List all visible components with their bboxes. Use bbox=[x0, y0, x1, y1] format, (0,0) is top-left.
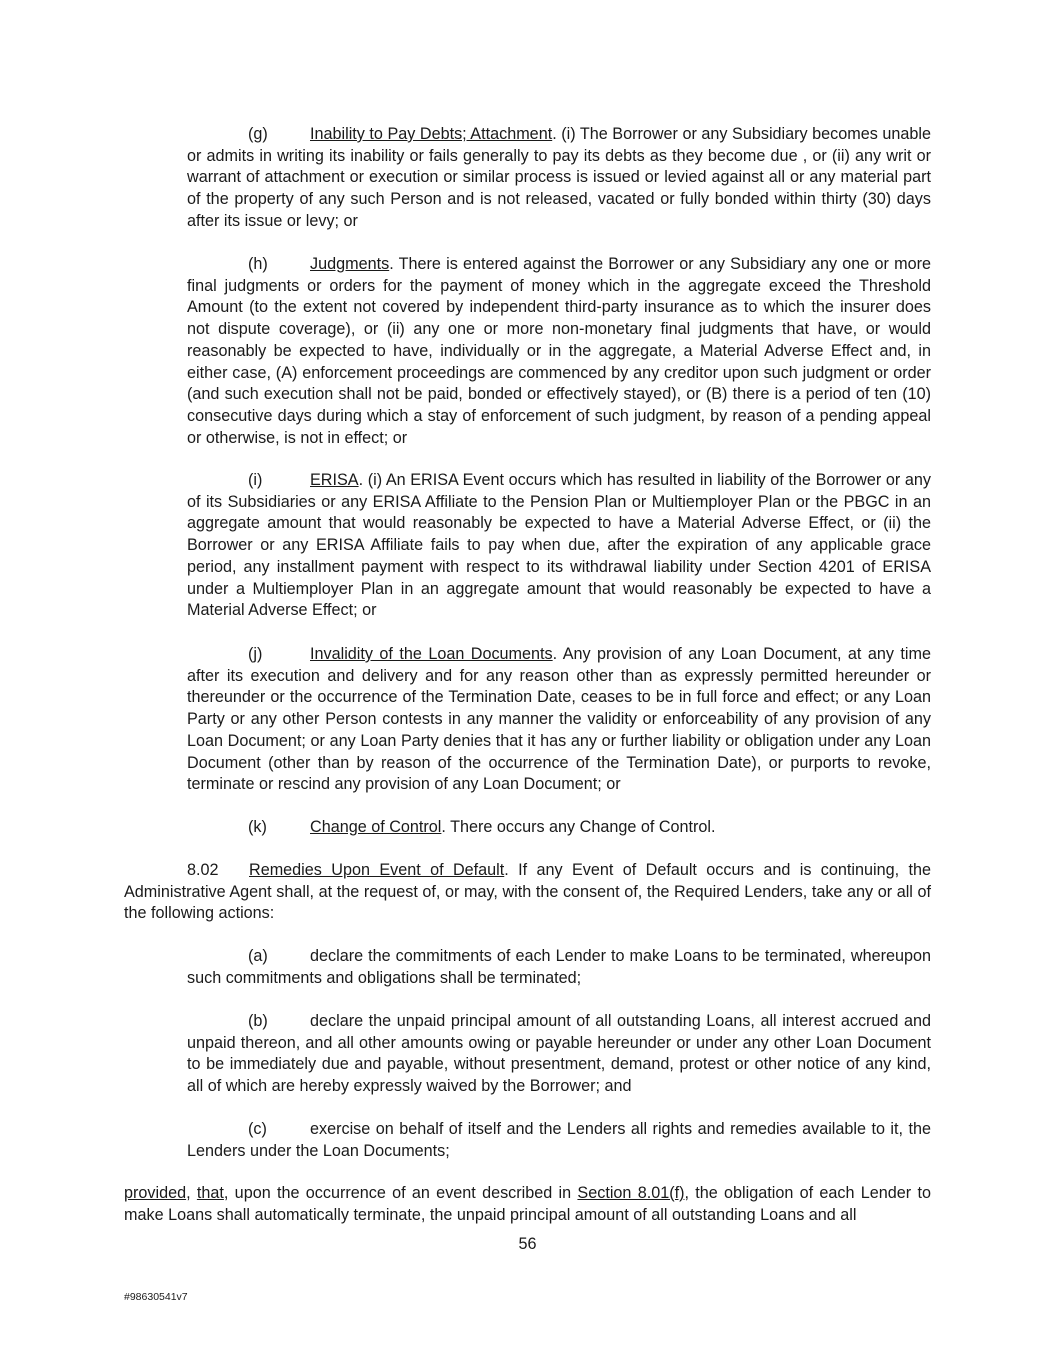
paragraph-j-label: (j) bbox=[248, 645, 263, 663]
remedy-b-text: declare the unpaid principal amount of all outstanding Loans, all interest accrued and unpaid thereon, and all other amounts owing or payable hereunder or under any other Loan Document to be immediately due and payable, without presentment, demand, protest or other notice of any kind, all of which are hereby expressly waived by the Borrower; and bbox=[187, 1012, 931, 1096]
paragraph-i-text: . (i) An ERISA Event occurs which has resulted in liability of the Borrower or any of its Subsidiaries or any ERISA Affiliate to the Pension Plan or Multiemployer Plan or the PBGC in an aggregate amount that would reasonably be expected to have a Material Adverse Effect, or (ii) the Borrower or any ERISA Affiliate fails to pay when due, after the expiration of any applicable grace period, any installment payment with respect to its withdrawal liability under Section 4201 of ERISA under a Multiemployer Plan in an aggregate amount that would reasonably be expected to have a Material Adverse Effect; or bbox=[187, 471, 931, 620]
remedy-a-label: (a) bbox=[248, 947, 268, 965]
proviso-section-ref: Section 8.01(f) bbox=[577, 1184, 685, 1202]
paragraph-k-label: (k) bbox=[248, 818, 267, 836]
page-number: 56 bbox=[518, 1235, 537, 1253]
paragraph-j-heading: Invalidity of the Loan Documents bbox=[310, 645, 553, 663]
paragraph-h-heading: Judgments bbox=[310, 255, 390, 273]
paragraph-i-heading: ERISA bbox=[310, 471, 359, 489]
remedy-a-text: declare the commitments of each Lender to make Loans to be terminated, whereupon such commitments and obligations shall be terminated; bbox=[187, 947, 931, 987]
paragraph-g-heading: Inability to Pay Debts; Attachment bbox=[310, 125, 553, 143]
paragraph-j bbox=[187, 644, 931, 796]
remedy-a bbox=[187, 946, 931, 989]
paragraph-g-label: (g) bbox=[248, 125, 268, 143]
paragraph-h bbox=[187, 254, 931, 449]
section-8-02-heading: Remedies Upon Event of Default bbox=[249, 861, 505, 879]
proviso-that: that bbox=[196, 1184, 224, 1202]
remedy-c bbox=[187, 1119, 931, 1162]
proviso-provided: provided bbox=[124, 1184, 187, 1202]
remedy-c-label: (c) bbox=[248, 1120, 267, 1138]
document-id: #98630541v7 bbox=[124, 1291, 188, 1303]
remedy-c-text: exercise on behalf of itself and the Lenders all rights and remedies available to it, the Lenders under the Loan Documents; bbox=[187, 1120, 931, 1160]
paragraph-g bbox=[187, 124, 931, 233]
paragraph-k bbox=[187, 817, 931, 839]
section-8-02-number: 8.02 bbox=[187, 861, 219, 879]
paragraph-h-label: (h) bbox=[248, 255, 268, 273]
remedy-b bbox=[187, 1011, 931, 1098]
paragraph-h-text: . There is entered against the Borrower or any Subsidiary any one or more final judgments or orders for the payment of money which in the aggregate exceed the Threshold Amount (to the extent not covered by independent third-party insurance as to which the insurer does not dispute coverage), or (ii) any one or more non-monetary final judgments that have, or would reasonably be expected to have, individually or in the aggregate, a Material Adverse Effect and, in either case, (A) enforcement proceedings are commenced by any creditor upon such judgment or order (and such execution shall not be paid, bonded or effectively stayed), or (B) there is a period of ten (10) consecutive days during which a stay of enforcement of such judgment, by reason of a pending appeal or otherwise, is not in effect; or bbox=[187, 255, 931, 447]
proviso-sep: , bbox=[186, 1184, 197, 1202]
paragraph-i-label: (i) bbox=[248, 471, 263, 489]
remedy-b-label: (b) bbox=[248, 1012, 268, 1030]
proviso-paragraph bbox=[124, 1183, 931, 1226]
paragraph-k-text: . There occurs any Change of Control. bbox=[441, 818, 716, 836]
paragraph-k-heading: Change of Control bbox=[310, 818, 442, 836]
proviso-text-1: , upon the occurrence of an event described in bbox=[223, 1184, 578, 1202]
section-8-02 bbox=[124, 860, 931, 925]
paragraph-g-text: . (i) The Borrower or any Subsidiary becomes unable or admits in writing its inability or fails generally to pay its debts as they become due , or (ii) any writ or warrant of attachment or execution or similar process is issued or levied against all or any material part of the property of any such Person and is not released, vacated or fully bonded within thirty (30) days after its issue or levy; or bbox=[187, 125, 931, 230]
section-8-02-text: . If any Event of Default occurs and is continuing, the Administrative Agent shall, at the request of, or may, with the consent of, the Required Lenders, take any or all of the following actions: bbox=[124, 861, 931, 923]
paragraph-j-text: . Any provision of any Loan Document, at any time after its execution and delivery and for any reason other than as expressly permitted hereunder or thereunder or the occurrence of the Termination Date, ceases to be in full force and effect; or any Loan Party or any other Person contests in any manner the validity or enforceability of any provision of any Loan Document; or any Loan Party denies that it has any or further liability or obligation under any Loan Document (other than by reason of the occurrence of the Termination Date), or purports to revoke, terminate or rescind any provision of any Loan Document; or bbox=[187, 645, 931, 794]
proviso-text-2: , the obligation of each Lender to make Loans shall automatically terminate, the unpaid principal amount of all outstanding Loans and all bbox=[124, 1184, 931, 1224]
paragraph-i bbox=[187, 470, 931, 622]
